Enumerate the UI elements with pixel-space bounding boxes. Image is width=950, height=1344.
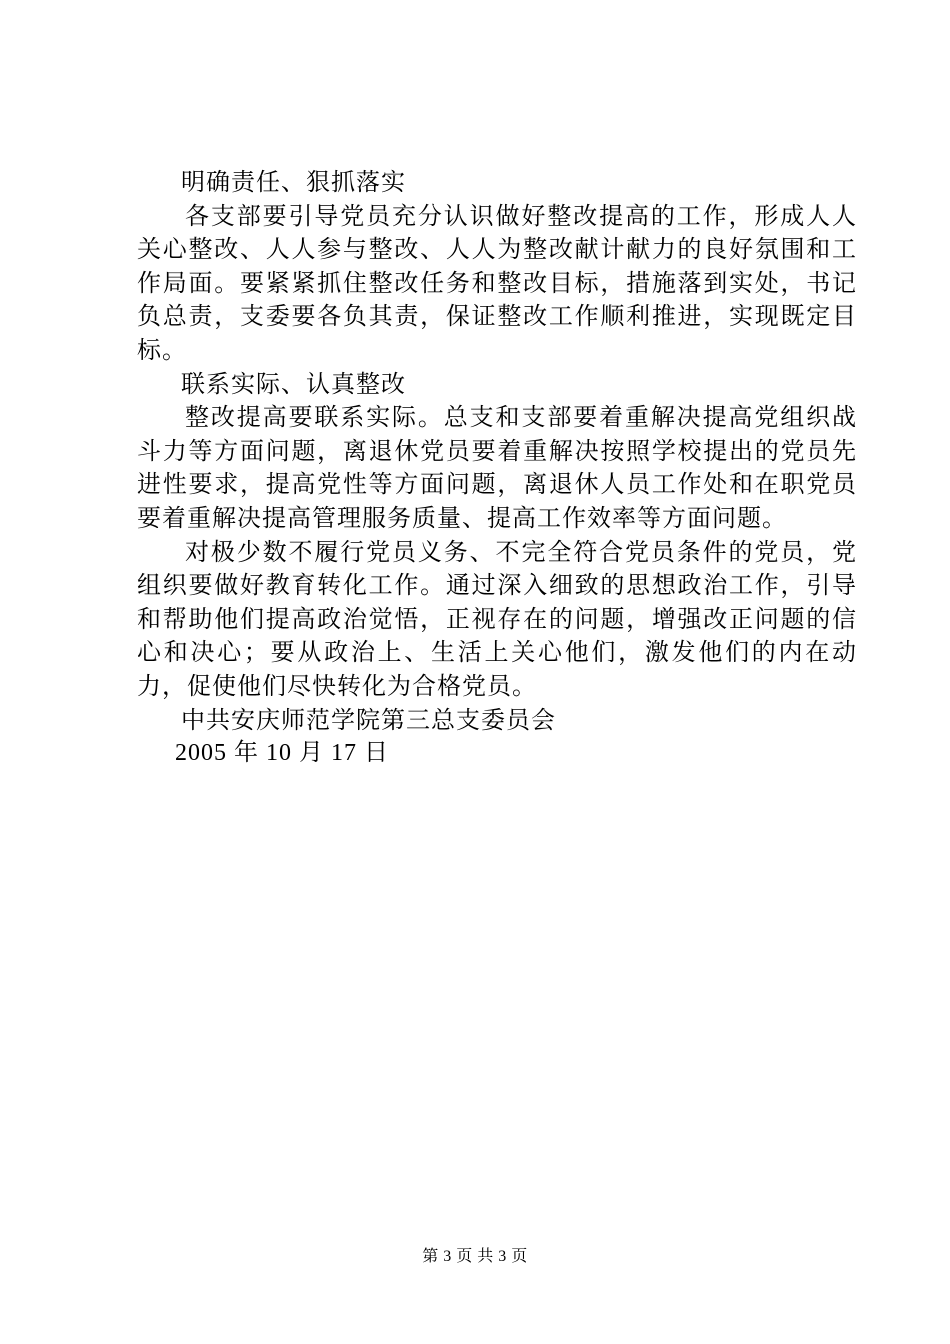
body-paragraph-rectification: 整改提高要联系实际。总支和支部要着重解决提高党组织战斗力等方面问题，离退休党员要着重解决按照学校提出的党员先进性要求，提高党性等方面问题，离退休人员工作处和在职党员要着重解决提高管理服务质量、提高工作效率等方面问题。	[137, 403, 857, 532]
document-body	[137, 166, 857, 771]
signature-organization: 中共安庆师范学院第三总支委员会	[181, 705, 556, 734]
body-paragraph-responsibility: 各支部要引导党员充分认识做好整改提高的工作，形成人人关心整改、人人参与整改、人人为整改献计献力的良好氛围和工作局面。要紧紧抓住整改任务和整改目标，措施落到实处，书记负总责，支委要各负其责，保证整改工作顺利推进，实现既定目标。	[137, 201, 857, 364]
section-heading-responsibility: 明确责任、狠抓落实	[181, 168, 406, 196]
body-paragraph-education: 对极少数不履行党员义务、不完全符合党员条件的党员，党组织要做好教育转化工作。通过深入细致的思想政治工作，引导和帮助他们提高政治觉悟，正视存在的问题，增强改正问题的信心和决心；要从政治上、生活上关心他们，激发他们的内在动力，促使他们尽快转化为合格党员。	[137, 537, 857, 700]
page-footer: 第 3 页 共 3 页	[422, 1248, 528, 1265]
section-heading-rectification: 联系实际、认真整改	[181, 369, 406, 398]
signature-date: 2005 年 10 月 17 日	[175, 740, 389, 767]
